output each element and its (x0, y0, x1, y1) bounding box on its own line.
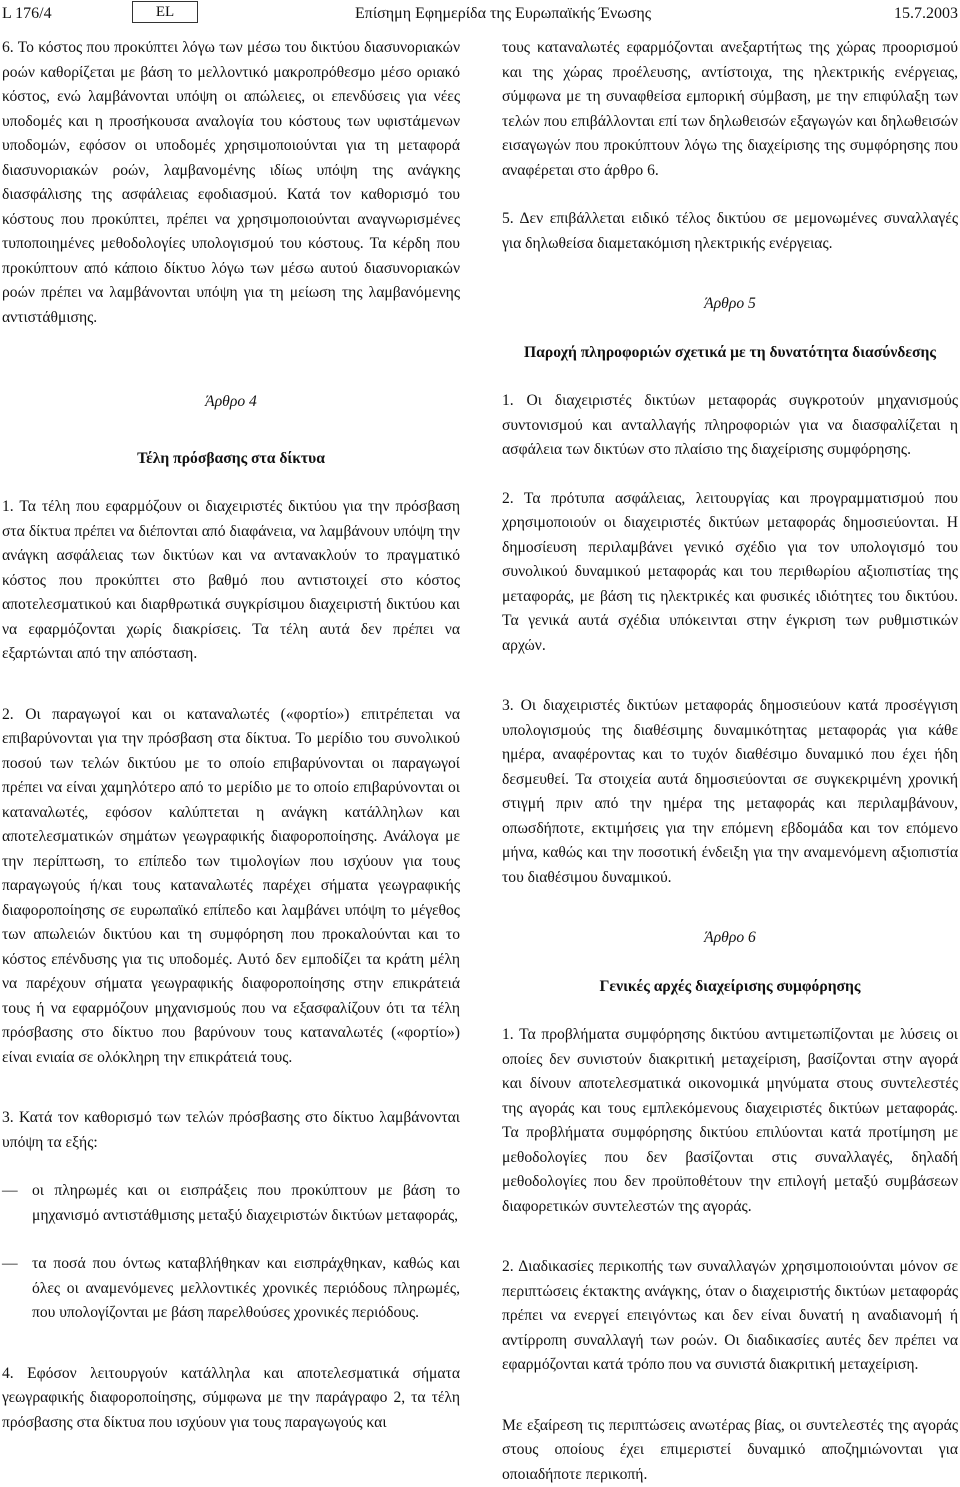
article-5-title: Παροχή πληροφοριών σχετικά με τη δυνατότητα διασύνδεσης (502, 341, 958, 366)
right-column (502, 36, 958, 1487)
paragraph-4-continuation: τους καταναλωτές εφαρμόζονται ανεξαρτήτως της χώρας προορισμού και της χώρας προέλευσης, αντίστοιχα, της ηλεκτρικής ενέργειας, σύμφωνα με τη συναφθείσα εμπορική σύμβαση, με την επιφύλαξη των τελών που επιβάλλονται επί των δηλωθεισών εξαγωγών και δηλωθεισών εισαγωγών που προκύπτουν λόγω της διαχείρισης της συμφόρησης που αναφέρεται στο άρθρο 6. (502, 36, 958, 183)
paragraph-6: 6. Το κόστος που προκύπτει λόγω των μέσω του δικτύου διασυνοριακών ροών καθορίζεται με βάση το μελλοντικό μακροπρόθεσμο μέσο οριακό κόστος, ενώ λαμβάνονται υπόψη οι απώλειες, οι επενδύσεις για νέες υποδομές και η προσήκουσα αναλογία του κόστους των υφιστάμενων υποδομών, εφόσον οι υποδομές χρησιμοποιούνται για τη μεταφορά διασυνοριακών ροών, λαμβανομένης ιδίως υπόψη της ανάγκης διασφάλισης της ασφάλειας εφοδιασμού. Κατά τον καθορισμό του κόστους που προκύπτει, πρέπει να χρησιμοποιούνται αναγνωρισμένες τυποποιημένες μεθοδολογίες υπολογισμού του κόστους. Τα κέρδη που προκύπτουν από κάποιο δίκτυο λόγω των μέσω αυτού διασυνοριακών ροών πρέπει να λαμβάνονται υπόψη για τη μείωση της λαμβανόμενης αντιστάθμισης. (2, 36, 460, 330)
issue-date: 15.7.2003 (894, 2, 958, 27)
article-4-number: Άρθρο 4 (2, 390, 460, 415)
article-5-paragraph-3: 3. Οι διαχειριστές δικτύων μεταφοράς δημοσιεύουν κατά προσέγγιση υπολογισμούς της διαθέσιμης δυναμικότητας μεταφοράς για κάθε ημέρα, αναφέροντας και το τυχόν διαθέσιμο δυναμικό που έχει ήδη δεσμευθεί. Τα στοιχεία αυτά δημοσιεύονται σε συγκεκριμένη χρονική στιγμή πριν από την ημέρα της μεταφοράς και περιλαμβάνουν, οπωσδήποτε, εκτιμήσεις για την επόμενη εβδομάδα και τον επόμενο μήνα, καθώς και την ποσοτική ένδειξη για την αναμενόμενη αξιοπιστία του διαθέσιμου δυναμικού. (502, 694, 958, 890)
language-code-box: EL (132, 1, 198, 23)
article-6-title: Γενικές αρχές διαχείρισης συμφόρησης (502, 975, 958, 1000)
article-4-paragraph-3: 3. Κατά τον καθορισμό των τελών πρόσβασης στο δίκτυο λαμβάνονται υπόψη τα εξής: (2, 1106, 460, 1155)
article-5-paragraph-2: 2. Τα πρότυπα ασφάλειας, λειτουργίας και προγραμματισμού που χρησιμοποιούν οι διαχειριστές δικτύων μεταφοράς δημοσιεύονται. Η δημοσίευση περιλαμβάνει γενικό σχέδιο για τον υπολογισμό του συνολικού δυναμικού μεταφοράς και του περιθωρίου αξιοπιστίας της μεταφοράς, με βάση τις ηλεκτρικές και φυσικές ιδιότητες του δικτύου. Τα γενικά αυτά σχέδια υπόκεινται στην έγκριση των ρυθμιστικών αρχών. (502, 487, 958, 659)
article-4-paragraph-4: 4. Εφόσον λειτουργούν κατάλληλα και αποτελεσματικά σήματα γεωγραφικής διαφοροποίησης, σύμφωνα με την παράγραφο 2, τα τέλη πρόσβασης στα δίκτυα που ισχύουν για τους παραγωγούς και (2, 1362, 460, 1436)
article-4-paragraph-5: 5. Δεν επιβάλλεται ειδικό τέλος δικτύου σε μεμονωμένες συναλλαγές για δηλωθείσα διαμετακόμιση ηλεκτρικής ενέργειας. (502, 207, 958, 256)
article-6-paragraph-2: 2. Διαδικασίες περικοπής των συναλλαγών χρησιμοποιούνται μόνον σε περιπτώσεις έκτακτης ανάγκης, όταν ο διαχειριστής δικτύων μεταφοράς πρέπει να ενεργεί επειγόντως και δεν είναι δυνατή η αναδιανομή ή αντίρροπη συναλλαγή των ροών. Οι διαδικασίες αυτές δεν πρέπει να εφαρμόζονται κατά τρόπο που να συνιστά διακριτική μεταχείριση. (502, 1255, 958, 1378)
journal-title: Επίσημη Εφημερίδα της Ευρωπαϊκής Ένωσης (355, 2, 651, 27)
page-header (0, 0, 960, 26)
article-4-paragraph-2: 2. Οι παραγωγοί και οι καταναλωτές («φορτίο») επιτρέπεται να επιβαρύνονται για την πρόσβαση στα δίκτυα. Το μερίδιο του συνολικού ποσού των τελών δικτύου με το οποίο επιβαρύνονται οι παραγωγοί πρέπει να είναι χαμηλότερο από το μερίδιο με το οποίο επιβαρύνονται οι καταναλωτές, εφόσον καλύπτεται η ανάγκη κατάλληλων και αποτελεσματικών σημάτων γεωγραφικής διαφοροποίησης. Ανάλογα με την περίπτωση, το επίπεδο των τιμολογίων που ισχύουν για τους παραγωγούς ή/και τους καταναλωτές παρέχει σήματα γεωγραφικής διαφοροποίησης σε ευρωπαϊκό επίπεδο και λαμβάνει υπόψη το μέγεθος των απωλειών δικτύου και τη συμφόρηση που προκαλούνται και το κόστος επένδυσης για τις υποδομές. Αυτό δεν εμποδίζει τα κράτη μέλη να παρέχουν σήματα γεωγραφικής διαφοροποίησης στην επικράτειά τους ή να εφαρμόζουν μηχανισμούς που να εξασφαλίζουν ότι τα τέλη πρόσβασης στο δίκτυο που βαρύνουν τους καταναλωτές («φορτίο») είναι ενιαία σε ολόκληρη την επικράτειά τους. (2, 703, 460, 1071)
article-4-title: Τέλη πρόσβασης στα δίκτυα (2, 447, 460, 472)
left-column (2, 36, 460, 1435)
list-item-text: οι πληρωμές και οι εισπράξεις που προκύπτουν με βάση το μηχανισμό αντιστάθμισης μεταξύ διαχειριστών δικτύων μεταφοράς, (32, 1179, 460, 1228)
article-5-number: Άρθρο 5 (502, 292, 958, 317)
article-5-paragraph-1: 1. Οι διαχειριστές δικτύων μεταφοράς συγκροτούν μηχανισμούς συντονισμού και ανταλλαγής πληροφοριών για να διασφαλίζεται η ασφάλεια των δικτύων στο πλαίσιο της διαχείρισης συμφόρησης. (502, 389, 958, 463)
dash-marker: — (2, 1179, 32, 1228)
article-4-paragraph-1: 1. Τα τέλη που εφαρμόζουν οι διαχειριστές δικτύου για την πρόσβαση στα δίκτυα πρέπει να διέπονται από διαφάνεια, να λαμβάνουν υπόψη την ανάγκη ασφάλειας των δικτύων και να αντανακλούν το πραγματικό κόστος που προκύπτει στο βαθμό που αντιστοιχεί στο κόστος αποτελεσματικού και διαρθρωτικά συγκρίσιμου διαχειριστή δικτύου και να εφαρμόζονται χωρίς διακρίσεις. Τα τέλη αυτά δεν πρέπει να εξαρτώνται από την απόσταση. (2, 495, 460, 667)
article-6-number: Άρθρο 6 (502, 926, 958, 951)
article-6-paragraph-1: 1. Τα προβλήματα συμφόρησης δικτύου αντιμετωπίζονται με λύσεις οι οποίες δεν συνιστούν διακριτική μεταχείριση, βασίζονται στην αγορά και δίνουν αποτελεσματικά οικονομικά μηνύματα στους συντελεστές της αγοράς και τους εμπλεκόμενους διαχειριστές δικτύων μεταφοράς. Τα προβλήματα συμφόρησης δικτύου επιλύονται κατά προτίμηση με μεθοδολογίες που δεν βασίζονται στις συναλλαγές, δηλαδή μεθοδολογίες που δεν προϋποθέτουν την επιλογή μεταξύ συμβάσεων διαφορετικών συντελεστών της αγοράς. (502, 1023, 958, 1219)
page-number: L 176/4 (2, 2, 52, 27)
dash-marker: — (2, 1252, 32, 1326)
article-6-paragraph-2-continued: Με εξαίρεση τις περιπτώσεις ανωτέρας βίας, οι συντελεστές της αγοράς στους οποίους έχει επιμεριστεί δυναμικό αποζημιώνονται για οποιαδήποτε περικοπή. (502, 1414, 958, 1487)
list-item-text: τα ποσά που όντως καταβλήθηκαν και εισπράχθηκαν, καθώς και όλες οι αναμενόμενες μελλοντικές χρονικές περιόδους πληρωμές, που υπολογίζονται με βάση παρελθούσες χρονικές περιόδους. (32, 1252, 460, 1326)
list-item (2, 1179, 460, 1228)
list-item (2, 1252, 460, 1326)
